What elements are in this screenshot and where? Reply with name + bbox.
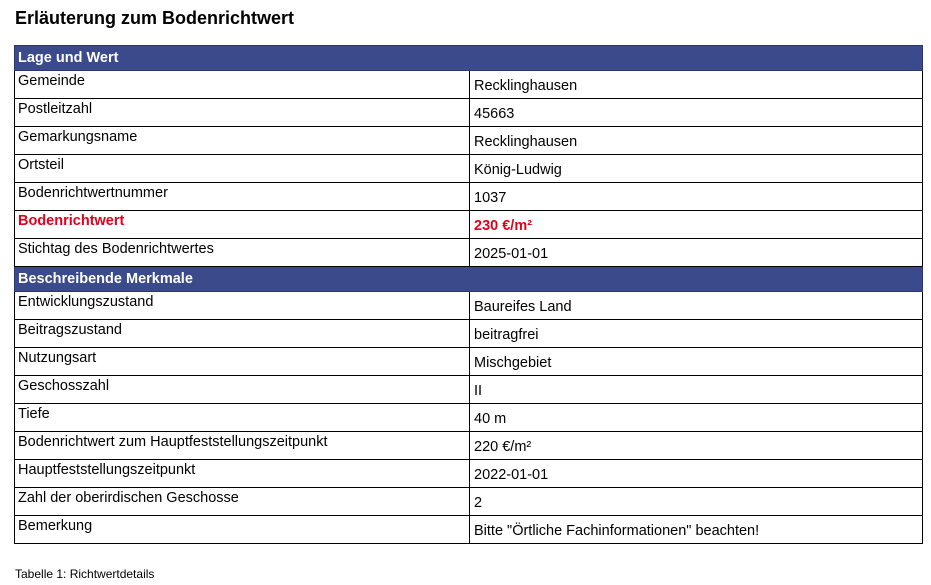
table-row xyxy=(15,376,923,404)
row-label: Bodenrichtwert xyxy=(15,211,470,239)
row-label: Entwicklungszustand xyxy=(15,292,470,320)
row-value: 40 m xyxy=(470,404,923,432)
row-value: 2022-01-01 xyxy=(470,460,923,488)
row-value: beitragfrei xyxy=(470,320,923,348)
row-label: Nutzungsart xyxy=(15,348,470,376)
row-label: Bodenrichtwert zum Hauptfeststellungszeitpunkt xyxy=(15,432,470,460)
page-title: Erläuterung zum Bodenrichtwert xyxy=(15,8,295,28)
row-label: Ortsteil xyxy=(15,155,470,183)
table-row xyxy=(15,432,923,460)
row-value: 230 €/m² xyxy=(470,211,923,239)
row-label: Tiefe xyxy=(15,404,470,432)
section-heading: Lage und Wert xyxy=(15,46,923,71)
section-header-row xyxy=(15,46,923,71)
row-value: Recklinghausen xyxy=(470,127,923,155)
row-value: Bitte "Örtliche Fachinformationen" beachten! xyxy=(470,516,923,544)
row-value: König-Ludwig xyxy=(470,155,923,183)
row-label: Gemarkungsname xyxy=(15,127,470,155)
row-label: Geschosszahl xyxy=(15,376,470,404)
table-row xyxy=(15,292,923,320)
table-row xyxy=(15,488,923,516)
row-value: 220 €/m² xyxy=(470,432,923,460)
table-row xyxy=(15,460,923,488)
row-label: Hauptfeststellungszeitpunkt xyxy=(15,460,470,488)
table-row xyxy=(15,183,923,211)
row-label: Bemerkung xyxy=(15,516,470,544)
row-value: II xyxy=(470,376,923,404)
row-label: Postleitzahl xyxy=(15,99,470,127)
row-label: Beitragszustand xyxy=(15,320,470,348)
table-row xyxy=(15,127,923,155)
table-row xyxy=(15,348,923,376)
table-row xyxy=(15,239,923,267)
row-value: 45663 xyxy=(470,99,923,127)
table-row xyxy=(15,99,923,127)
table-row xyxy=(15,404,923,432)
row-value: 2025-01-01 xyxy=(470,239,923,267)
row-value: 1037 xyxy=(470,183,923,211)
section-header-row xyxy=(15,267,923,292)
row-value: 2 xyxy=(470,488,923,516)
richtwert-table xyxy=(14,45,923,544)
row-value: Mischgebiet xyxy=(470,348,923,376)
section-heading: Beschreibende Merkmale xyxy=(15,267,923,292)
row-label: Zahl der oberirdischen Geschosse xyxy=(15,488,470,516)
row-value: Recklinghausen xyxy=(470,71,923,99)
row-label: Bodenrichtwertnummer xyxy=(15,183,470,211)
table-row xyxy=(15,211,923,239)
row-value: Baureifes Land xyxy=(470,292,923,320)
table-caption: Tabelle 1: Richtwertdetails xyxy=(15,567,155,581)
table-row xyxy=(15,516,923,544)
row-label: Stichtag des Bodenrichtwertes xyxy=(15,239,470,267)
table-row xyxy=(15,71,923,99)
richtwert-table-body xyxy=(15,46,923,544)
table-row xyxy=(15,320,923,348)
row-label: Gemeinde xyxy=(15,71,470,99)
table-row xyxy=(15,155,923,183)
